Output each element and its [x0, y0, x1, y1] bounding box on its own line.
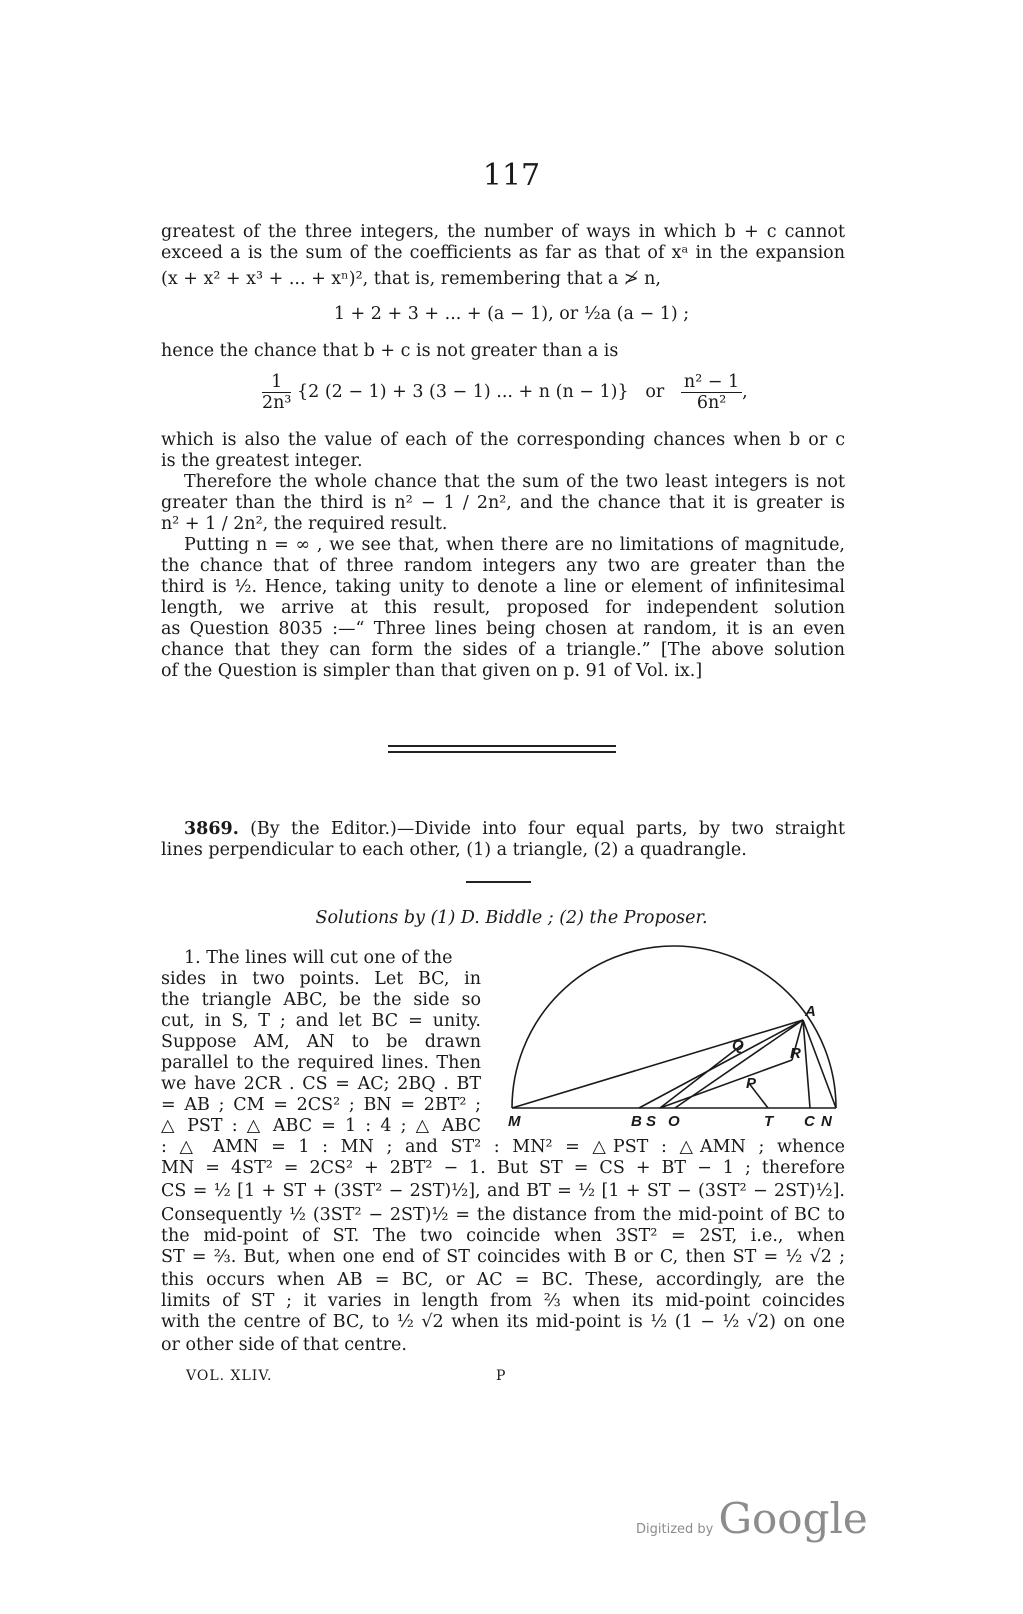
solution-line-8: = AB ; CM = 2CS² ; BN = 2BT² ;	[161, 1095, 481, 1115]
question-line-1-text: (By the Editor.)—Divide into four equal parts, by two straight	[250, 819, 845, 839]
solution-full-line-10: or other side of that centre.	[161, 1335, 407, 1355]
short-divider	[466, 881, 531, 883]
line-sr	[660, 1060, 792, 1108]
intro-line-2: exceed a is the sum of the coefficients as far as that of xᵃ in the expansion	[161, 243, 845, 263]
question-line-2: lines perpendicular to each other, (1) a triangle, (2) a quadrangle.	[161, 840, 747, 860]
line-sq	[660, 1044, 743, 1108]
fraction-result	[681, 372, 742, 413]
intro-line-4: hence the chance that b + c is not greater than a is	[161, 341, 619, 361]
label-c: C	[804, 1113, 815, 1130]
para3-line-1: Putting n = ∞ , we see that, when there are no limitations of magnitude,	[184, 535, 845, 555]
frac2-numerator: n² − 1	[681, 372, 742, 393]
solution-line-5: Suppose AM, AN to be drawn	[161, 1032, 481, 1052]
para1-line-1: which is also the value of each of the corresponding chances when b or c	[161, 430, 845, 450]
para3-line-5: as Question 8035 :—“ Three lines being chosen at random, it is an even	[161, 619, 845, 639]
label-o: O	[668, 1113, 680, 1130]
solution-full-line-1: : △ AMN = 1 : MN ; and ST² : MN² = △PST : △AMN ; whence	[161, 1137, 845, 1157]
question-number: 3869.	[184, 819, 239, 839]
para3-line-2: the chance that of three random integers any two are greater than the	[161, 556, 845, 576]
question-line-1	[184, 819, 845, 840]
solution-full-line-8: limits of ST ; it varies in length from ⅔ when its mid-point coincides	[161, 1291, 845, 1311]
volume-label: VOL. XLIV.	[186, 1368, 273, 1384]
solution-full-line-6: ST = ⅔. But, when one end of ST coincides with B or C, then ST = ½ √2 ;	[161, 1247, 845, 1267]
frac-denominator: 2n³	[262, 393, 292, 413]
label-r: R	[790, 1045, 801, 1062]
label-q: Q	[732, 1037, 744, 1054]
line-ac	[803, 1020, 810, 1108]
solution-full-line-7: this occurs when AB = BC, or AC = BC. These, accordingly, are the	[161, 1270, 845, 1290]
frac2-denominator: 6n²	[696, 393, 727, 413]
solution-full-line-2: MN = 4ST² = 2CS² + 2BT² − 1. But ST = CS + BT − 1 ; therefore	[161, 1158, 845, 1178]
equation-comma: ,	[742, 382, 748, 402]
sum-expression: {2 (2 − 1) + 3 (3 − 1) ... + n (n − 1)}	[297, 382, 629, 402]
intro-line-3: (x + x² + x³ + ... + xⁿ)², that is, remembering that a ≯ n,	[161, 269, 661, 289]
para2-line-1: Therefore the whole chance that the sum of the two least integers is not	[184, 472, 845, 492]
section-divider-top	[388, 745, 616, 747]
page-number: 117	[482, 158, 541, 193]
semicircle-figure	[500, 940, 860, 1135]
label-s: S	[646, 1113, 657, 1130]
section-divider-bottom	[388, 751, 616, 753]
para1-line-2: is the greatest integer.	[161, 451, 363, 471]
frac-numerator: 1	[262, 372, 291, 393]
para3-line-6: chance that they can form the sides of a triangle.” [The above solution	[161, 640, 845, 660]
label-m: M	[508, 1113, 521, 1130]
google-watermark	[636, 1494, 868, 1543]
solution-line-1: 1. The lines will cut one of the	[184, 948, 453, 968]
digitized-by-text: Digitized by	[636, 1522, 714, 1537]
signature-mark: P	[496, 1368, 507, 1384]
google-logo: Google	[718, 1494, 868, 1543]
label-a: A	[805, 1003, 816, 1020]
solution-line-7: we have 2CR . CS = AC; 2BQ . BT	[161, 1074, 481, 1094]
solutions-heading: Solutions by (1) D. Biddle ; (2) the Proposer.	[315, 908, 708, 928]
solution-line-4: cut, in S, T ; and let BC = unity.	[161, 1011, 481, 1031]
solution-line-2: sides in two points. Let BC, in	[161, 969, 481, 989]
para3-line-4: length, we arrive at this result, proposed for independent solution	[161, 598, 845, 618]
solution-line-3: the triangle ABC, be the side so	[161, 990, 481, 1010]
para2-line-3: n² + 1 / 2n², the required result.	[161, 514, 448, 534]
solution-full-line-4: Consequently ½ (3ST² − 2ST)½ = the distance from the mid-point of BC to	[161, 1205, 845, 1225]
solution-full-line-3: CS = ½ [1 + ST + (3ST² − 2ST)½], and BT = ½ [1 + ST − (3ST² − 2ST)½].	[161, 1181, 845, 1201]
fraction-one-over-2n3	[262, 372, 291, 413]
solution-line-6: parallel to the required lines. Then	[161, 1053, 481, 1073]
semicircle-arc	[512, 946, 836, 1108]
equation-chance	[262, 372, 748, 413]
equation-sum: 1 + 2 + 3 + ... + (a − 1), or ½a (a − 1) ;	[333, 304, 690, 324]
solution-line-9: △ PST : △ ABC = 1 : 4 ; △ ABC	[161, 1116, 481, 1136]
para2-line-2: greater than the third is n² − 1 / 2n², and the chance that it is greater is	[161, 493, 845, 513]
para3-line-7: of the Question is simpler than that given on p. 91 of Vol. ix.]	[161, 661, 703, 681]
line-ab	[639, 1020, 803, 1108]
label-t: T	[764, 1113, 774, 1130]
line-am	[512, 1020, 803, 1108]
label-n: N	[821, 1113, 832, 1130]
label-b: B	[631, 1113, 642, 1130]
solution-full-line-5: the mid-point of ST. The two coincide when 3ST² = 2ST, i.e., when	[161, 1226, 845, 1246]
solution-full-line-9: with the centre of BC, to ½ √2 when its mid-point is ½ (1 − ½ √2) on one	[161, 1312, 845, 1332]
line-an	[803, 1020, 836, 1108]
intro-line-1: greatest of the three integers, the number of ways in which b + c cannot	[161, 222, 845, 242]
para3-line-3: third is ½. Hence, taking unity to denote a line or element of infinitesimal	[161, 577, 845, 597]
or-word: or	[645, 382, 665, 402]
label-p: P	[746, 1075, 757, 1092]
